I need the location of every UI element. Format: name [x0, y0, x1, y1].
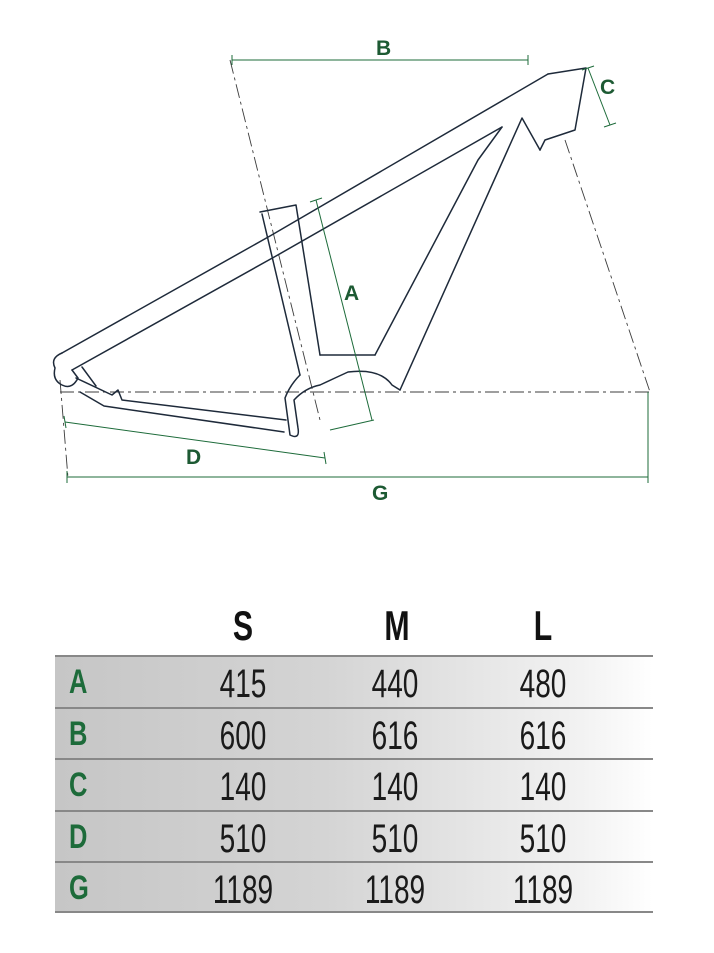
cell-l: 140: [519, 765, 567, 810]
table-row-g: [55, 861, 653, 913]
dimension-d: [64, 416, 326, 469]
cell-s: 510: [219, 816, 267, 861]
size-header-m: M: [384, 602, 410, 649]
size-header-l: L: [533, 602, 553, 649]
cell-l: 480: [519, 662, 567, 706]
dimension-c: [582, 66, 616, 127]
dimension-b: [232, 37, 528, 65]
cell-s: 600: [219, 713, 267, 758]
cell-l: 1189: [512, 868, 574, 913]
row-label: B: [69, 714, 88, 753]
table-row-a: [55, 655, 653, 707]
cell-m: 616: [371, 713, 419, 758]
table-row-c: [55, 758, 653, 810]
table-rows: [55, 655, 653, 913]
cell-s: 1189: [212, 868, 274, 913]
bike-frame: [54, 68, 586, 436]
cell-l: 616: [519, 713, 567, 758]
row-label: A: [69, 663, 88, 701]
cell-l: 510: [519, 816, 567, 861]
size-header-s: S: [232, 602, 254, 649]
row-label: G: [69, 869, 89, 908]
cell-m: 510: [371, 816, 419, 861]
table-row-b: [55, 707, 653, 759]
dimension-a-label: A: [344, 282, 360, 305]
cell-s: 140: [219, 765, 267, 810]
dimension-c-label: C: [600, 76, 616, 99]
cell-s: 415: [219, 662, 267, 706]
dimension-g: [67, 392, 648, 505]
dimension-b-label: B: [376, 37, 392, 60]
table-row-d: [55, 810, 653, 862]
cell-m: 440: [371, 662, 419, 706]
row-label: D: [69, 817, 88, 856]
dimension-d-label: D: [186, 446, 202, 469]
construction-lines: [60, 60, 650, 478]
cell-m: 1189: [364, 868, 426, 913]
dimension-g-label: G: [372, 482, 389, 505]
dimension-a: [310, 198, 374, 430]
cell-m: 140: [371, 765, 419, 810]
row-label: C: [69, 766, 88, 805]
